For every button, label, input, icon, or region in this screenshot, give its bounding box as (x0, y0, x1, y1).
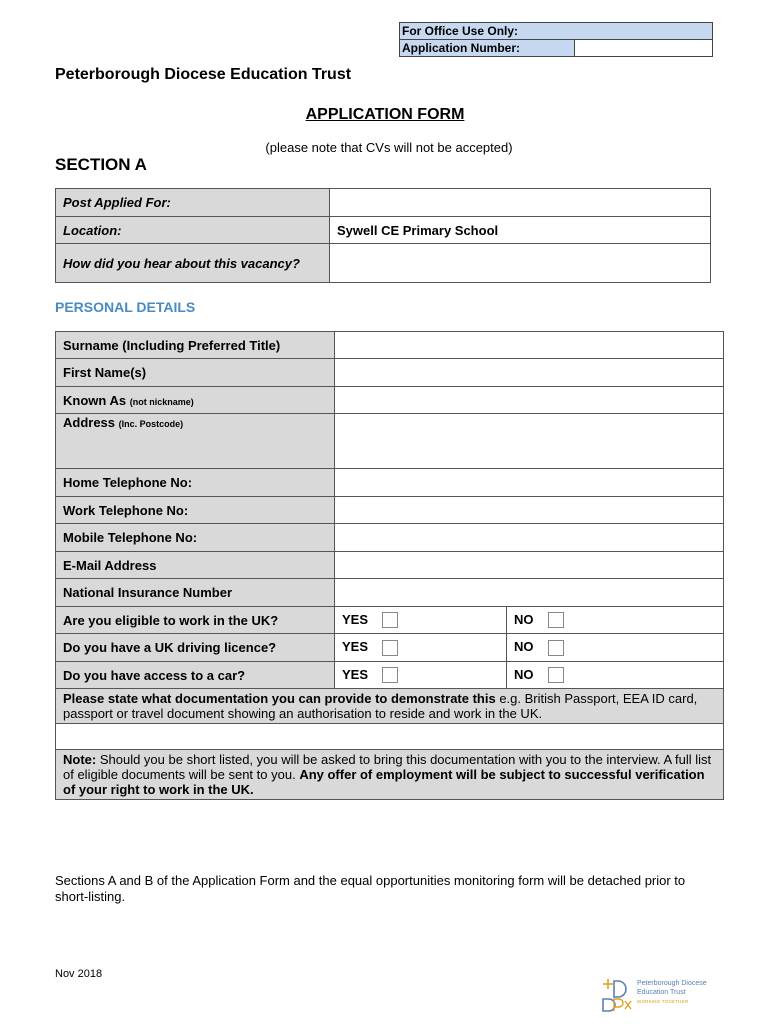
logo-tagline: WORKING TOGETHER (637, 999, 689, 1004)
ni-number-label: National Insurance Number (56, 579, 335, 607)
first-names-label: First Name(s) (56, 359, 335, 387)
known-as-label: Known As (not nickname) (56, 387, 335, 414)
cv-note: (please note that CVs will not be accepted) (265, 140, 513, 155)
documentation-instructions: Please state what documentation you can provide to demonstrate this e.g. British Passport, EEA ID card, passport or travel document showing an authorisation to reside and work in the UK. (56, 689, 724, 724)
car-yes: YES (335, 662, 507, 689)
address-field[interactable] (335, 414, 724, 469)
application-number-label: Application Number: (400, 40, 575, 57)
first-names-field[interactable] (335, 359, 724, 387)
address-label: Address (Inc. Postcode) (56, 414, 335, 469)
eligible-yes: YES (335, 607, 507, 634)
mobile-telephone-label: Mobile Telephone No: (56, 524, 335, 552)
car-no-checkbox[interactable] (548, 667, 564, 683)
eligible-yes-checkbox[interactable] (382, 612, 398, 628)
documentation-note: Note: Should you be short listed, you will be asked to bring this documentation with you to the interview. A full list of eligible documents will be sent to you. Any offer of employment will be subject to successful verification of your right to work in the UK. (56, 750, 724, 800)
eligible-no: NO (507, 607, 724, 634)
post-applied-field[interactable] (330, 189, 711, 217)
logo-mark-icon (600, 977, 636, 1013)
licence-yes-checkbox[interactable] (382, 640, 398, 656)
licence-no-checkbox[interactable] (548, 640, 564, 656)
hear-about-field[interactable] (330, 244, 711, 283)
trust-logo (600, 977, 710, 1013)
email-label: E-Mail Address (56, 552, 335, 579)
licence-yes: YES (335, 634, 507, 662)
post-table (55, 188, 711, 283)
section-a-heading: SECTION A (55, 155, 147, 174)
personal-details-table (55, 331, 724, 800)
hear-about-label: How did you hear about this vacancy? (56, 244, 330, 283)
car-label: Do you have access to a car? (56, 662, 335, 689)
location-label: Location: (56, 217, 330, 244)
home-telephone-label: Home Telephone No: (56, 469, 335, 497)
work-telephone-field[interactable] (335, 497, 724, 524)
personal-details-heading: PERSONAL DETAILS (55, 299, 196, 315)
logo-text: Peterborough Diocese Education Trust (637, 980, 707, 996)
office-use-table (399, 22, 713, 57)
form-title: APPLICATION FORM (305, 106, 465, 123)
eligible-label: Are you eligible to work in the UK? (56, 607, 335, 634)
licence-label: Do you have a UK driving licence? (56, 634, 335, 662)
car-yes-checkbox[interactable] (382, 667, 398, 683)
licence-no: NO (507, 634, 724, 662)
application-number-field[interactable] (575, 40, 713, 57)
post-applied-label: Post Applied For: (56, 189, 330, 217)
detachment-note: Sections A and B of the Application Form and the equal opportunities monitoring form will be detached prior to short-listing. (55, 873, 686, 904)
surname-label: Surname (Including Preferred Title) (56, 332, 335, 359)
ni-number-field[interactable] (335, 579, 724, 607)
location-field[interactable]: Sywell CE Primary School (330, 217, 711, 244)
mobile-telephone-field[interactable] (335, 524, 724, 552)
document-date: Nov 2018 (55, 968, 103, 980)
email-field[interactable] (335, 552, 724, 579)
documentation-field[interactable] (56, 724, 724, 750)
car-no: NO (507, 662, 724, 689)
home-telephone-field[interactable] (335, 469, 724, 497)
surname-field[interactable] (335, 332, 724, 359)
known-as-field[interactable] (335, 387, 724, 414)
office-use-label: For Office Use Only: (400, 23, 713, 40)
work-telephone-label: Work Telephone No: (56, 497, 335, 524)
organisation-title: Peterborough Diocese Education Trust (55, 66, 352, 83)
eligible-no-checkbox[interactable] (548, 612, 564, 628)
